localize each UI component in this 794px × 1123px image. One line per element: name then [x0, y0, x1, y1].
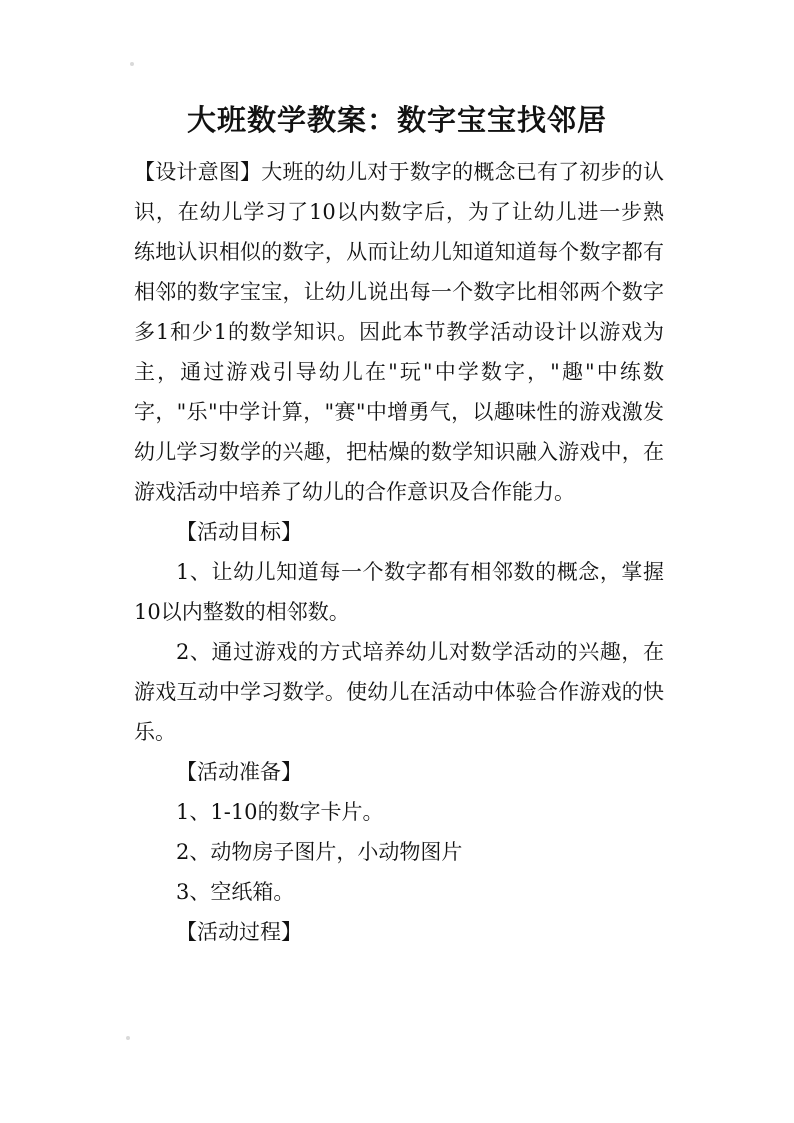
goal-item-1: 1、让幼儿知道每一个数字都有相邻数的概念，掌握10以内整数的相邻数。 [134, 560, 664, 624]
process-heading: 【活动过程】 [176, 920, 302, 944]
document-title: 大班数学教案：数字宝宝找邻居 [186, 103, 607, 137]
scan-speck [126, 1036, 130, 1040]
goal-item-2: 2、通过游戏的方式培养幼儿对数学活动的兴趣，在游戏互动中学习数学。使幼儿在活动中体验合作游戏的快乐。 [134, 640, 664, 744]
document-body [134, 152, 664, 952]
preparation-item-2: 2、动物房子图片，小动物图片 [176, 840, 463, 864]
preparation-item-1: 1、1-10的数字卡片。 [176, 800, 384, 824]
preparation-heading: 【活动准备】 [176, 760, 302, 784]
preparation-item-3: 3、空纸箱。 [176, 880, 295, 904]
scan-speck [130, 62, 134, 66]
design-intent-paragraph: 【设计意图】大班的幼儿对于数字的概念已有了初步的认识，在幼儿学习了10以内数字后，为了让幼儿进一步熟练地认识相似的数字，从而让幼儿知道知道每个数字都有相邻的数字宝宝，让幼儿说出每一个数字比相邻两个数字多1和少1的数学知识。因此本节教学活动设计以游戏为主，通过游戏引导幼儿在"玩"中学数字，"趣"中练数字，"乐"中学计算，"赛"中增勇气，以趣味性的游戏激发幼儿学习数学的兴趣，把枯燥的数学知识融入游戏中，在游戏活动中培养了幼儿的合作意识及合作能力。 [134, 160, 664, 504]
goals-heading: 【活动目标】 [176, 520, 302, 544]
